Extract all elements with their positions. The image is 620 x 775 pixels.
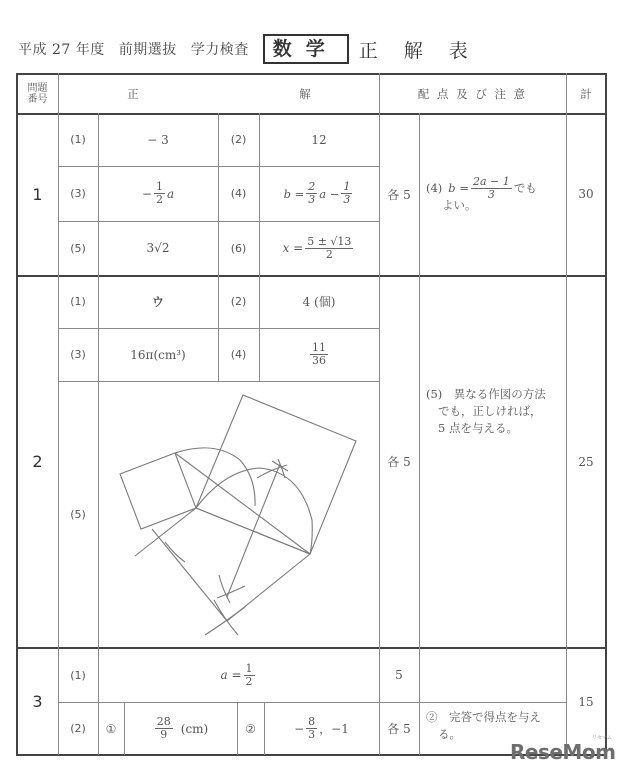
semicircle bbox=[196, 468, 312, 554]
document-title: 正解表 bbox=[358, 39, 494, 62]
s1-q3-label: (3) bbox=[70, 187, 86, 200]
arc-mark-5 bbox=[214, 600, 238, 635]
numerator: 28 bbox=[156, 715, 171, 728]
denominator: 9 bbox=[160, 728, 168, 741]
header-correct: 正 bbox=[127, 86, 139, 101]
header-problem-number-line1: 問題 bbox=[27, 82, 48, 94]
s1-q3-suffix: a bbox=[166, 186, 175, 201]
s1-points: 各 5 bbox=[387, 187, 411, 202]
s3-q1-label: (1) bbox=[70, 668, 86, 682]
exam-selection: 前期選抜 bbox=[118, 42, 177, 58]
s2-total: 25 bbox=[578, 454, 594, 469]
s3-q2-sub2-answer bbox=[264, 702, 379, 755]
s3-q2-sub1-fraction bbox=[155, 716, 173, 741]
s3-q2-sub2-prefix: − bbox=[294, 721, 305, 736]
exam-year: 平成 27 年度 bbox=[18, 42, 105, 58]
s1-q6-prefix: x = bbox=[282, 241, 304, 255]
s1-q1-answer: − 3 bbox=[147, 132, 169, 147]
header-total: 計 bbox=[580, 86, 592, 101]
header-answer: 解 bbox=[299, 86, 311, 101]
s1-q4-mid: a − bbox=[319, 186, 340, 201]
s3-note-line2: る。 bbox=[438, 727, 461, 741]
numerator: 2 bbox=[308, 180, 316, 193]
numerator: 5 ± √13 bbox=[307, 234, 352, 248]
s2-q3-answer: 16π(cm³) bbox=[130, 347, 186, 362]
s2-q3-label: (3) bbox=[70, 348, 86, 361]
arc-mark-4 bbox=[205, 607, 245, 635]
numerator: 8 bbox=[308, 715, 316, 728]
s2-note-line2: でも，正しければ， bbox=[438, 404, 542, 418]
arc-mark-1 bbox=[165, 542, 185, 562]
section-3-number: 3 bbox=[32, 692, 43, 711]
s3-q2-sub2-fraction bbox=[306, 716, 317, 741]
s2-q2-label: (2) bbox=[230, 295, 247, 308]
watermark-logo: ReseMom bbox=[510, 740, 616, 764]
diagram-strokes bbox=[120, 395, 356, 635]
s3-note-line1: ② 完答で得点を与え bbox=[426, 710, 541, 724]
bisector-line bbox=[227, 464, 280, 597]
s1-q1-label: (1) bbox=[70, 133, 86, 146]
s1-total: 30 bbox=[578, 187, 594, 201]
s3-q1-prefix: a = bbox=[220, 668, 242, 682]
s3-q1-fraction bbox=[244, 663, 255, 688]
s1-q5-label: (5) bbox=[70, 241, 86, 255]
s2-q2-answer: 4 (個) bbox=[302, 295, 336, 309]
arc-mark-2 bbox=[219, 575, 230, 603]
denominator: 3 bbox=[308, 728, 316, 741]
s2-note-line1: (5) 異なる作図の方法 bbox=[426, 387, 546, 401]
s3-q2-label: (2) bbox=[70, 722, 86, 735]
header-scoring: 配 点 及 び 注 意 bbox=[417, 86, 528, 101]
s1-q6-label: (6) bbox=[230, 241, 247, 255]
numerator: 1 bbox=[245, 661, 253, 675]
s3-q2-sub2-label: ② bbox=[245, 721, 256, 736]
arc-small bbox=[175, 448, 255, 506]
s3-q2-sub1-unit: (cm) bbox=[180, 721, 209, 736]
s2-q5-label: (5) bbox=[70, 508, 86, 521]
denominator: 3 bbox=[343, 193, 351, 206]
header-problem-number-line2: 番号 bbox=[27, 93, 48, 105]
numerator: 1 bbox=[343, 180, 351, 193]
s3-q1-answer bbox=[98, 648, 379, 702]
s1-note-suffix: でも bbox=[513, 181, 537, 195]
perpendicular-left bbox=[152, 529, 227, 621]
s3-q2-points: 各 5 bbox=[387, 722, 411, 736]
s2-q4-label: (4) bbox=[230, 348, 247, 361]
s3-note bbox=[426, 709, 564, 743]
s1-note-prefix: (4) bbox=[426, 181, 443, 195]
s3-total: 15 bbox=[578, 694, 594, 709]
s2-note bbox=[426, 386, 566, 437]
s1-note-expr-prefix: b = bbox=[448, 181, 469, 195]
denominator: 2 bbox=[155, 193, 163, 206]
denominator: 2 bbox=[245, 674, 253, 688]
numerator: 2a − 1 bbox=[472, 175, 510, 188]
numerator: 11 bbox=[312, 341, 326, 354]
extension-line-left bbox=[135, 508, 196, 556]
s2-q1-label: (1) bbox=[70, 295, 86, 308]
s3-q1-points: 5 bbox=[395, 668, 403, 682]
denominator: 3 bbox=[308, 193, 316, 206]
diagonal-line bbox=[175, 453, 310, 554]
s1-q2-answer: 12 bbox=[311, 132, 327, 147]
s3-q2-sub2-suffix: ，−1 bbox=[319, 722, 349, 736]
s3-q2-sub1-label: ① bbox=[105, 721, 117, 736]
s1-q4-prefix: b = bbox=[283, 186, 305, 201]
denominator: 3 bbox=[487, 188, 495, 201]
s1-q2-label: (2) bbox=[230, 133, 247, 146]
denominator: 36 bbox=[312, 354, 326, 367]
subject-box: 数学 bbox=[263, 34, 349, 64]
watermark-ruby: リセマム bbox=[592, 735, 612, 741]
s3-q2-sub1-answer bbox=[124, 702, 237, 755]
s1-q4-label: (4) bbox=[230, 187, 247, 200]
s1-q3-prefix: − bbox=[141, 186, 152, 201]
exam-type: 学力検査 bbox=[190, 42, 249, 58]
numerator: 1 bbox=[155, 180, 163, 193]
s2-note-line3: 5 点を与える。 bbox=[438, 421, 518, 435]
s1-q5-answer: 3√2 bbox=[146, 241, 170, 255]
s2-q1-answer: ウ bbox=[151, 295, 164, 309]
s2-points: 各 5 bbox=[387, 455, 411, 469]
s1-note-line2: よい。 bbox=[442, 198, 477, 212]
section-1-number: 1 bbox=[32, 184, 43, 204]
section-2-number: 2 bbox=[32, 452, 43, 471]
denominator: 2 bbox=[325, 247, 333, 261]
